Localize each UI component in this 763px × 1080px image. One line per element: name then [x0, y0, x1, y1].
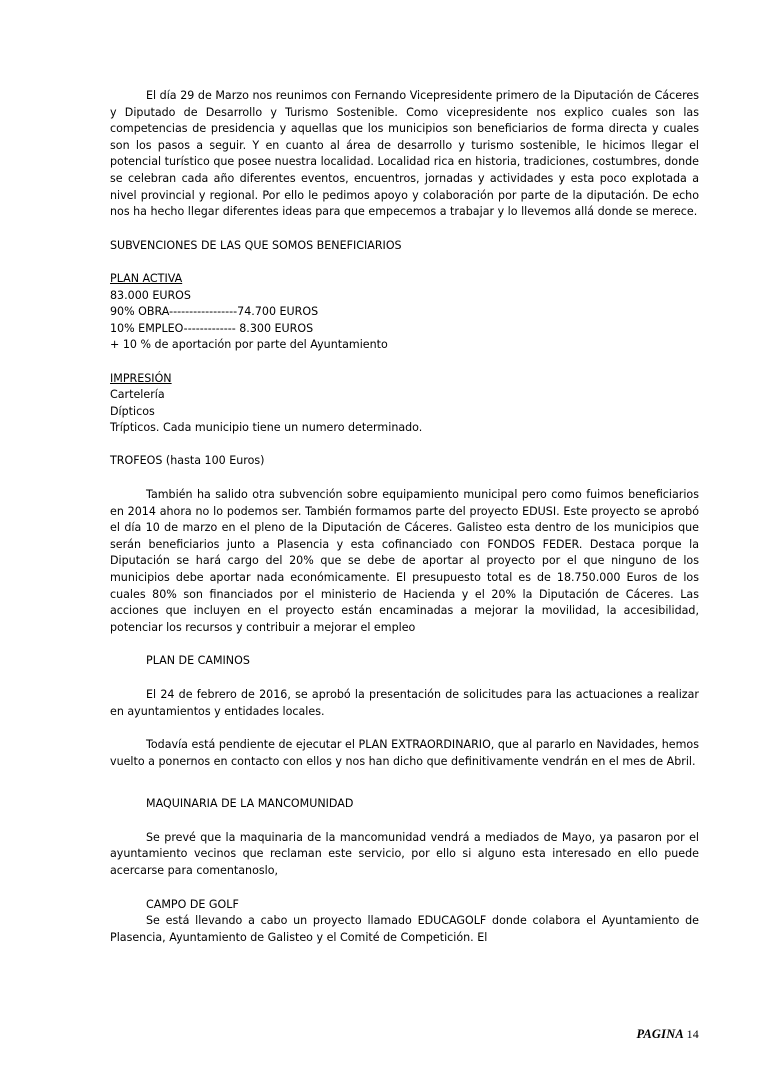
- heading-trofeos: TROFEOS (hasta 100 Euros): [110, 454, 265, 468]
- footer-label: PAGINA: [636, 1027, 684, 1041]
- spacer: [110, 770, 699, 796]
- spacer: [110, 670, 699, 687]
- spacer: [110, 636, 699, 653]
- spacer: [110, 880, 699, 897]
- paragraph-edusi: También ha salido otra subvención sobre equipamiento municipal pero como fuimos beneficiarios en 2014 ahora no lo podemos ser. También formamos parte del proyecto EDUSI. Este proyecto se aprobó el día 10 de marzo en el pleno de la Diputación de Cáceres. Galisteo esta dentro de los municipios que serán beneficiarios junto a Plasencia y esta cofinanciado con FONDOS FEDER. Destaca porque la Diputación se hará cargo del 20% que se debe de aportar al proyecto por el que ninguno de los municipios debe aportar nada económicamente. El presupuesto total es de 18.750.000 Euros de los cuales 80% son financiados por el ministerio de Hacienda y el 20% la Diputación de Cáceres. Las acciones que incluyen en el proyecto están encaminadas a mejorar la movilidad, la accesibilidad, potenciar los recursos y contribuir a mejorar el empleo: [110, 487, 699, 634]
- plan-activa-line-4: + 10 % de aportación por parte del Ayuntamiento: [110, 338, 388, 352]
- document-body: [110, 88, 699, 946]
- paragraph-maquinaria: Se prevé que la maquinaria de la mancomunidad vendrá a mediados de Mayo, ya pasaron por el ayuntamiento vecinos que reclaman este servicio, por ello si alguno esta interesado en ello puede acercarse para comentanoslo,: [110, 830, 699, 878]
- plan-activa-line-3: 10% EMPLEO------------- 8.300 EUROS: [110, 321, 314, 335]
- footer-page-number: 14: [686, 1027, 699, 1041]
- impresion-line-2: Dípticos: [110, 404, 155, 418]
- heading-impresion: IMPRESIÓN: [110, 371, 172, 385]
- plan-activa-line-2: 90% OBRA-----------------74.700 EUROS: [110, 305, 319, 319]
- heading-plan-activa: PLAN ACTIVA: [110, 272, 183, 286]
- heading-plan-caminos: PLAN DE CAMINOS: [146, 654, 250, 668]
- spacer: [110, 436, 699, 453]
- impresion-line-3: Trípticos. Cada municipio tiene un numero determinado.: [110, 420, 423, 434]
- spacer: [110, 221, 699, 238]
- paragraph-plan-caminos-1: El 24 de febrero de 2016, se aprobó la presentación de solicitudes para las actuaciones a realizar en ayuntamientos y entidades locales.: [110, 687, 699, 718]
- paragraph-plan-caminos-2: Todavía está pendiente de ejecutar el PLAN EXTRAORDINARIO, que al pararlo en Navidades, hemos vuelto a ponernos en contacto con ellos y nos han dicho que definitivamente vendrán en el mes de Abril.: [110, 738, 699, 768]
- page-footer: [636, 1027, 699, 1042]
- spacer: [110, 470, 699, 487]
- spacer: [110, 720, 699, 737]
- heading-maquinaria: MAQUINARIA DE LA MANCOMUNIDAD: [146, 797, 354, 811]
- impresion-line-1: Cartelería: [110, 388, 165, 402]
- heading-campo-golf: CAMPO DE GOLF: [146, 897, 239, 911]
- paragraph-intro: El día 29 de Marzo nos reunimos con Fernando Vicepresidente primero de la Diputación de Cáceres y Diputado de Desarrollo y Turismo Sostenible. Como vicepresidente nos explico cuales son las competencias de presidencia y aquellas que los municipios son beneficiarios de forma directa y cuales son los pasos a seguir. Y en cuanto al área de desarrollo y turismo sostenible, le hicimos llegar el potencial turístico que posee nuestra localidad. Localidad rica en historia, tradiciones, costumbres, donde se celebran cada año diferentes eventos, encuentros, jornadas y actividades y esta poco explotada a nivel provincial y regional. Por ello le pedimos apoyo y colaboración por parte de la diputación. De echo nos ha hecho llegar diferentes ideas para que empecemos a trabajar y lo llevemos allá donde se merece.: [110, 89, 699, 219]
- spacer: [110, 254, 699, 271]
- heading-subvenciones: SUBVENCIONES DE LAS QUE SOMOS BENEFICIARIOS: [110, 238, 402, 252]
- paragraph-campo-golf: Se está llevando a cabo un proyecto llamado EDUCAGOLF donde colabora el Ayuntamiento de Plasencia, Ayuntamiento de Galisteo y el Comité de Competición. El: [110, 914, 699, 944]
- spacer: [110, 354, 699, 371]
- spacer: [110, 813, 699, 830]
- plan-activa-line-1: 83.000 EUROS: [110, 288, 191, 302]
